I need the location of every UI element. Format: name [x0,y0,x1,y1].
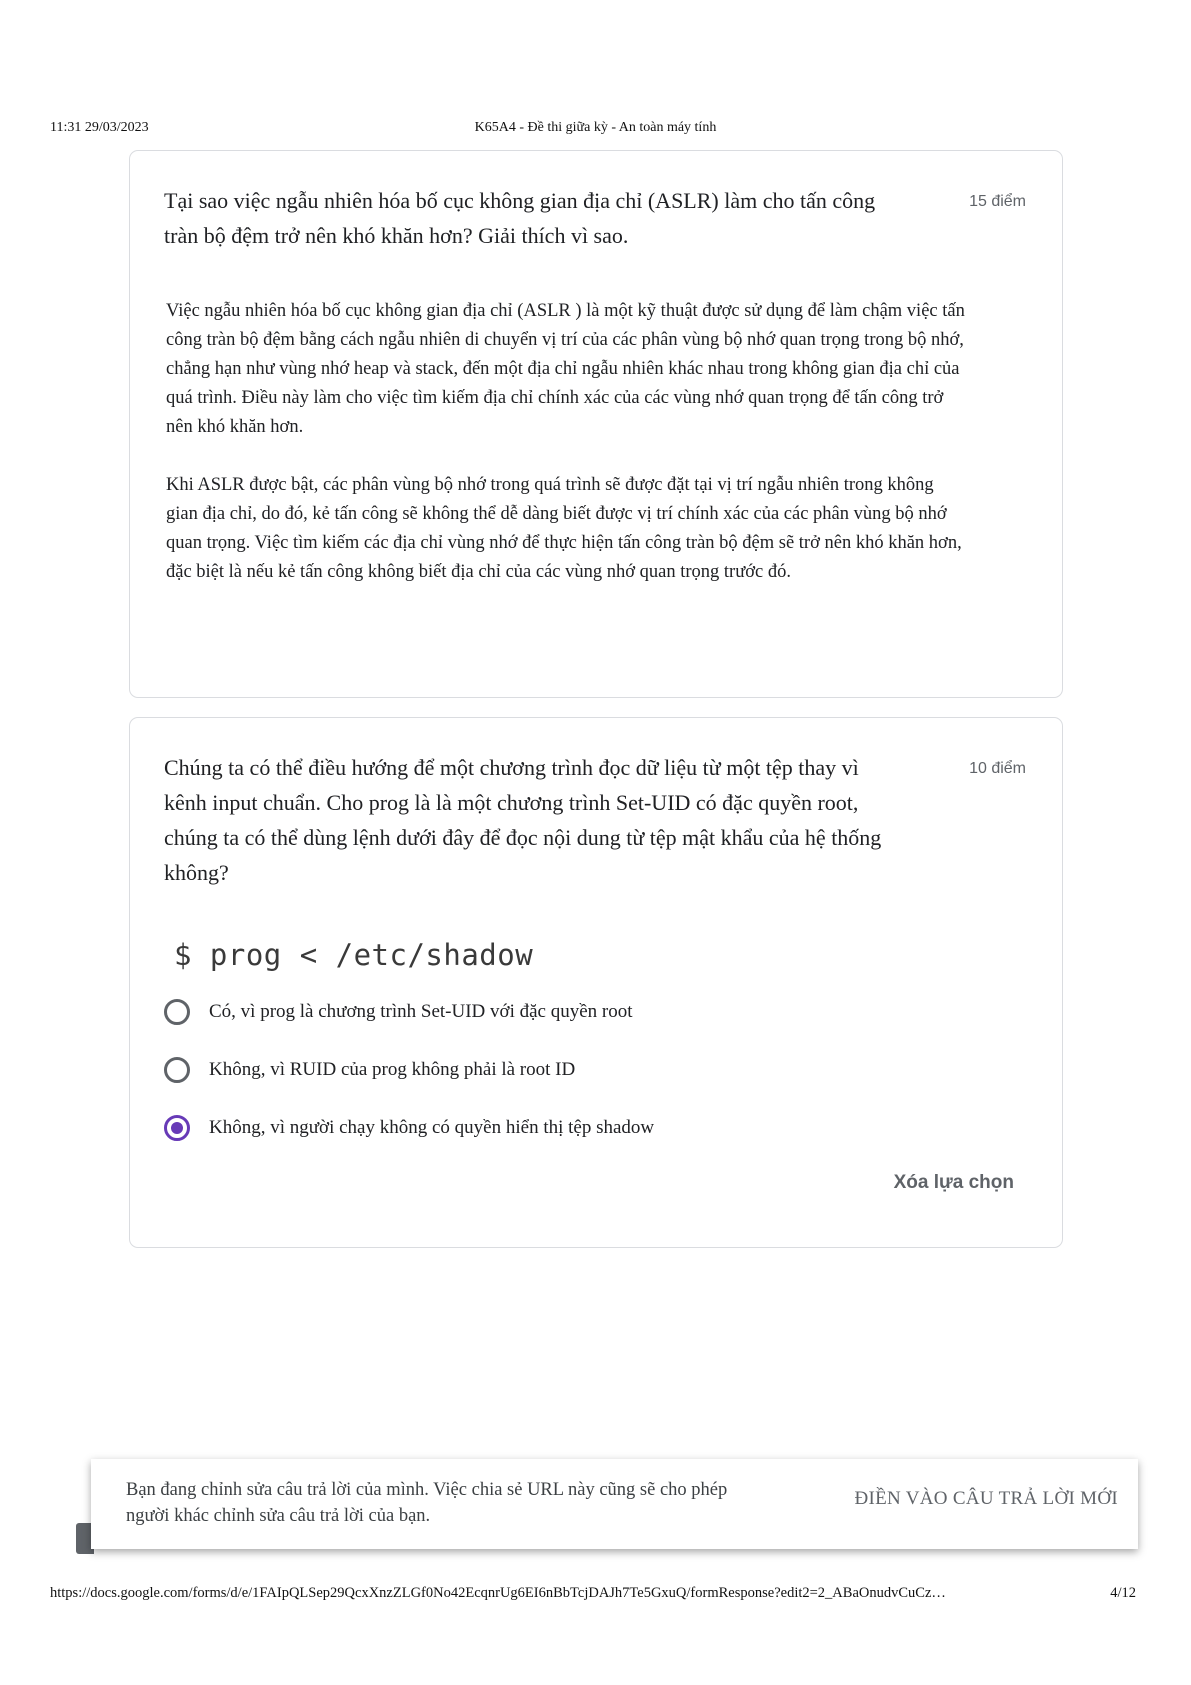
option-label: Có, vì prog là chương trình Set-UID với đặc quyền root [209,1001,633,1022]
radio-option-3[interactable] [164,1112,654,1144]
radio-option-2[interactable] [164,1054,575,1086]
print-footer [50,1585,1136,1605]
clear-selection-button[interactable]: Xóa lựa chọn [893,1172,1014,1193]
option-label: Không, vì người chạy không có quyền hiển thị tệp shadow [209,1117,655,1138]
page-number: 4/12 [1110,1585,1136,1601]
radio-checked-icon[interactable] [164,1115,190,1141]
print-title: K65A4 - Đề thi giữa kỳ - An toàn máy tính [474,120,717,135]
print-url: https://docs.google.com/forms/d/e/1FAIpQLSep29QcxXnzZLGf0No42EcqnrUg6EI6nBbTcjDAJh7Te5GxuQ/formResponse?edit2=2_ABaOnudvCuCz… [50,1585,946,1601]
print-header [50,120,1141,140]
question-card-setuid [129,717,1063,1248]
radio-option-1[interactable] [164,996,633,1028]
long-answer-text[interactable] [166,297,966,616]
question-code-image: $ prog < /etc/shadow [174,938,534,972]
question-title: Tại sao việc ngẫu nhiên hóa bố cục không gian địa chỉ (ASLR) làm cho tấn công tràn bộ đệm trở nên khó khăn hơn? Giải thích vì sao. [164,188,876,248]
question-points: 15 điểm [969,193,1026,210]
answer-paragraph: Khi ASLR được bật, các phân vùng bộ nhớ trong quá trình sẽ được đặt tại vị trí ngẫu nhiên trong không gian địa chỉ, do đó, kẻ tấn công sẽ không thể dễ dàng biết được vị trí chính xác của các phân vùng bộ nhớ quan trọng. Việc tìm kiếm các địa chỉ vùng nhớ để thực hiện tấn công tràn bộ đệm sẽ trở nên khó khăn hơn, đặc biệt là nếu kẻ tấn công không biết địa chỉ của các vùng nhớ quan trọng trước đó. [166,475,962,582]
question-points: 10 điểm [969,760,1026,777]
submit-new-response-button[interactable]: ĐIỀN VÀO CÂU TRẢ LỜI MỚI [854,1488,1118,1509]
option-label: Không, vì RUID của prog không phải là root ID [209,1059,576,1080]
radio-unchecked-icon[interactable] [164,999,190,1025]
radio-unchecked-icon[interactable] [164,1057,190,1083]
print-timestamp: 11:31 29/03/2023 [50,120,149,135]
answer-paragraph: Việc ngẫu nhiên hóa bố cục không gian địa chỉ (ASLR ) là một kỹ thuật được sử dụng để làm chậm việc tấn công tràn bộ đệm bằng cách ngẫu nhiên di chuyển vị trí của các phân vùng bộ nhớ quan trọng trong bộ nhớ, chẳng hạn như vùng nhớ heap và stack, đến một địa chỉ ngẫu nhiên khác nhau trong không gian địa chỉ của quá trình. Điều này làm cho việc tìm kiếm địa chỉ chính xác của các vùng nhớ quan trọng để tấn công trở nên khó khăn hơn. [166,301,965,437]
snackbar-message: Bạn đang chỉnh sửa câu trả lời của mình. Việc chia sẻ URL này cũng sẽ cho phép người khác chỉnh sửa câu trả lời của bạn. [126,1480,728,1526]
question-title: Chúng ta có thể điều hướng để một chương trình đọc dữ liệu từ một tệp thay vì kênh input chuẩn. Cho prog là là một chương trình Set-UID có đặc quyền root, chúng ta có thể dùng lệnh dưới đây để đọc nội dung từ tệp mật khẩu của hệ thống không? [164,755,882,885]
edit-response-snackbar [91,1459,1138,1549]
question-card-aslr [129,150,1063,698]
